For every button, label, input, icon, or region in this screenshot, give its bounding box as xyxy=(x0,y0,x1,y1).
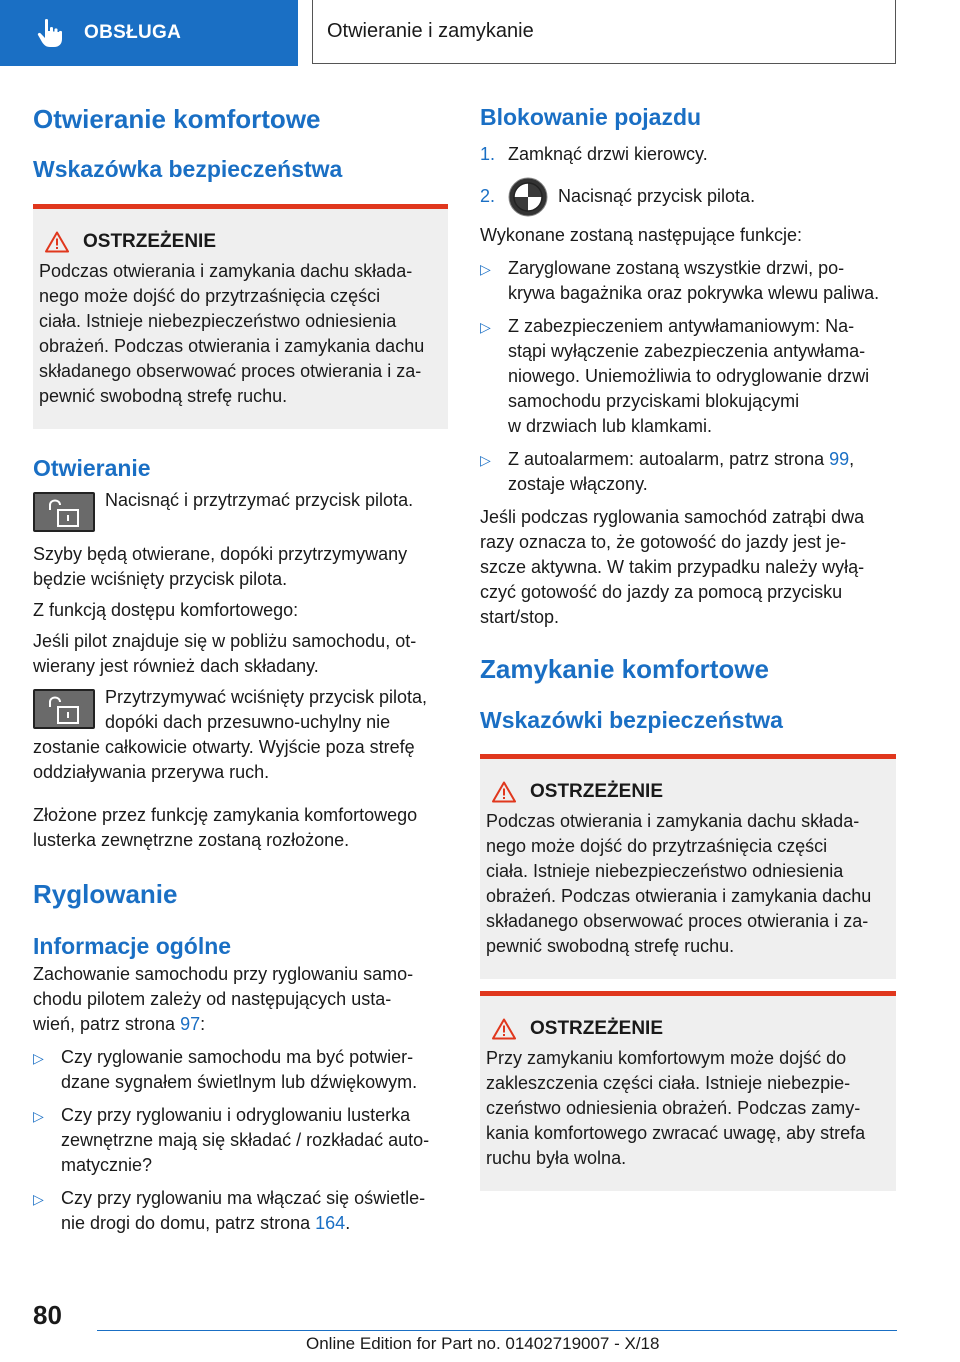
right-column xyxy=(480,96,896,1191)
warning-box xyxy=(33,204,448,429)
warning-triangle-icon xyxy=(492,1018,516,1040)
hold-step-row xyxy=(33,687,448,735)
page-number: 80 xyxy=(33,1300,62,1330)
heading-comfort-closing: Zamykanie komfortowe xyxy=(480,653,769,684)
warning-text: Podczas otwierania i zamykania dachu składa- nego może dojść do przytrzaśnięcia części ciała. Istnieje niebezpieczeństwo odniesienia obrażeń. Podczas otwierania i zamykania dachu składanego obserwować proces otwierania i za- pewnić swobodną strefę ruchu. xyxy=(486,811,872,957)
warning-text: Podczas otwierania i zamykania dachu składa- nego może dojść do przytrzaśnięcia części ciała. Istnieje niebezpieczeństwo odniesienia obrażeń. Podczas otwierania i zamykania dachu składanego obserwować proces otwierania i za- pewnić swobodną strefę ruchu. xyxy=(39,260,425,406)
list-item: 2. Nacisnąć przycisk pilota. xyxy=(480,177,896,217)
paragraph-nearby: Jeśli pilot znajduje się w pobliżu samochodu, ot- wierany jest również dach składany. xyxy=(33,631,417,677)
unlock-icon xyxy=(46,496,82,528)
unlock-icon xyxy=(46,693,82,725)
triangle-bullet-icon: ▷ xyxy=(33,1191,44,1208)
remote-unlock-button-image xyxy=(33,492,95,532)
list-item: ▷ Czy ryglowanie samochodu ma być potwier- dzane sygnałem świetlnym lub dźwiękowym. xyxy=(33,1045,448,1095)
paragraph-windows: Szyby będą otwierane, dopóki przytrzymywany będzie wciśnięty przycisk pilota. xyxy=(33,544,408,590)
heading-locking: Ryglowanie xyxy=(33,879,178,910)
heading-general-info: Informacje ogólne xyxy=(33,932,232,959)
list-item: ▷ Zaryglowane zostaną wszystkie drzwi, po- krywa bagażnika oraz pokrywka wlewu paliwa. xyxy=(480,256,896,306)
paragraph-functions: Wykonane zostaną następujące funkcje: xyxy=(480,224,803,245)
footer-edition: Online Edition for Part no. 01402719007 - X/18 xyxy=(306,1334,660,1353)
page-link-99[interactable]: 99 xyxy=(829,448,850,469)
hold-step-continued: zostanie całkowicie otwarty. Wyjście poza strefę oddziaływania przerywa ruch. xyxy=(33,737,415,783)
paragraph-mirrors: Złożone przez funkcję zamykania komfortowego lusterka zewnętrzne zostaną rozłożone. xyxy=(33,805,418,851)
footer-divider xyxy=(97,1330,897,1331)
paragraph-general: Zachowanie samochodu przy ryglowaniu samo- chodu pilotem zależy od następujących usta- wień, patrz strona 97: xyxy=(33,964,414,1035)
triangle-bullet-icon: ▷ xyxy=(480,318,491,335)
triangle-bullet-icon: ▷ xyxy=(33,1108,44,1125)
remote-unlock-button-image xyxy=(33,689,95,729)
triangle-bullet-icon: ▷ xyxy=(480,260,491,277)
triangle-bullet-icon: ▷ xyxy=(33,1050,44,1067)
page-header xyxy=(0,0,960,66)
heading-safety-notes: Wskazówki bezpieczeństwa xyxy=(480,706,783,733)
hand-pointer-icon xyxy=(36,18,64,48)
warning-label: OSTRZEŻENIE xyxy=(530,781,664,803)
paragraph-horn: Jeśli podczas ryglowania samochód zatrąbi dwa razy oznacza to, że gotowość do jazdy jest je- szcze aktywna. W takim przypadku należy wyłą- czyć gotowość do jazdy za pomocą przycisku start/stop. xyxy=(480,506,865,627)
heading-lock-vehicle: Blokowanie pojazdu xyxy=(480,104,702,130)
warning-box xyxy=(480,991,896,1191)
list-item: 1. Zamknąć drzwi kierowcy. xyxy=(480,143,708,164)
lock-steps-list xyxy=(480,142,896,217)
section-label: OBSŁUGA xyxy=(84,22,182,43)
warning-label: OSTRZEŻENIE xyxy=(530,1018,664,1040)
heading-safety-note: Wskazówka bezpieczeństwa xyxy=(33,156,343,183)
warning-triangle-icon xyxy=(492,781,516,803)
section-tab xyxy=(0,0,298,66)
list-item: ▷ Z autoalarmem: autoalarm, patrz strona 99, zostaje włączony. xyxy=(480,447,896,497)
hold-step-text: Przytrzymywać wciśnięty przycisk pilota, dopóki dach przesuwno-uchylny nie xyxy=(105,687,428,733)
heading-opening: Otwieranie xyxy=(33,454,151,481)
warning-label: OSTRZEŻENIE xyxy=(83,230,217,252)
list-item: ▷ Czy przy ryglowaniu i odryglowaniu lusterka zewnętrzne mają się składać / rozkładać auto- matycznie? xyxy=(33,1103,448,1178)
open-step-text: Nacisnąć i przytrzymać przycisk pilota. xyxy=(105,490,414,511)
lock-functions-list xyxy=(480,256,896,497)
paragraph-comfort-access: Z funkcją dostępu komfortowego: xyxy=(33,600,299,621)
warning-triangle-icon xyxy=(45,231,69,253)
warning-box xyxy=(480,754,896,979)
list-item: ▷ Czy przy ryglowaniu ma włączać się oświetle- nie drogi do domu, patrz strona 164. xyxy=(33,1186,448,1236)
warning-header xyxy=(486,781,890,803)
triangle-bullet-icon: ▷ xyxy=(480,451,491,468)
open-step-row xyxy=(33,490,448,532)
warning-text: Przy zamykaniu komfortowym może dojść do zakleszczenia części ciała. Istnieje niebezpie- czeństwo odniesienia obrażeń. Podczas zamy- kania komfortowego zwracać uwagę, aby strefa ruchu była wolna. xyxy=(486,1048,866,1169)
left-column xyxy=(33,96,448,1244)
warning-header xyxy=(39,231,442,253)
chapter-title: Otwieranie i zamykanie xyxy=(312,0,896,64)
list-item: ▷ Z zabezpieczeniem antywłamaniowym: Na- stąpi wyłączenie zabezpieczenia antywłama- niowego. Uniemożliwia to odryglowanie drzwi samochodu przyciskami blokującymi w drzwiach lub klamkami. xyxy=(480,314,896,439)
heading-comfort-opening: Otwieranie komfortowe xyxy=(33,104,321,134)
bmw-logo-icon xyxy=(508,177,548,217)
warning-header xyxy=(486,1018,890,1040)
locking-options-list xyxy=(33,1045,448,1236)
page-link-97[interactable]: 97 xyxy=(180,1014,201,1035)
page-link-164[interactable]: 164 xyxy=(315,1213,346,1234)
